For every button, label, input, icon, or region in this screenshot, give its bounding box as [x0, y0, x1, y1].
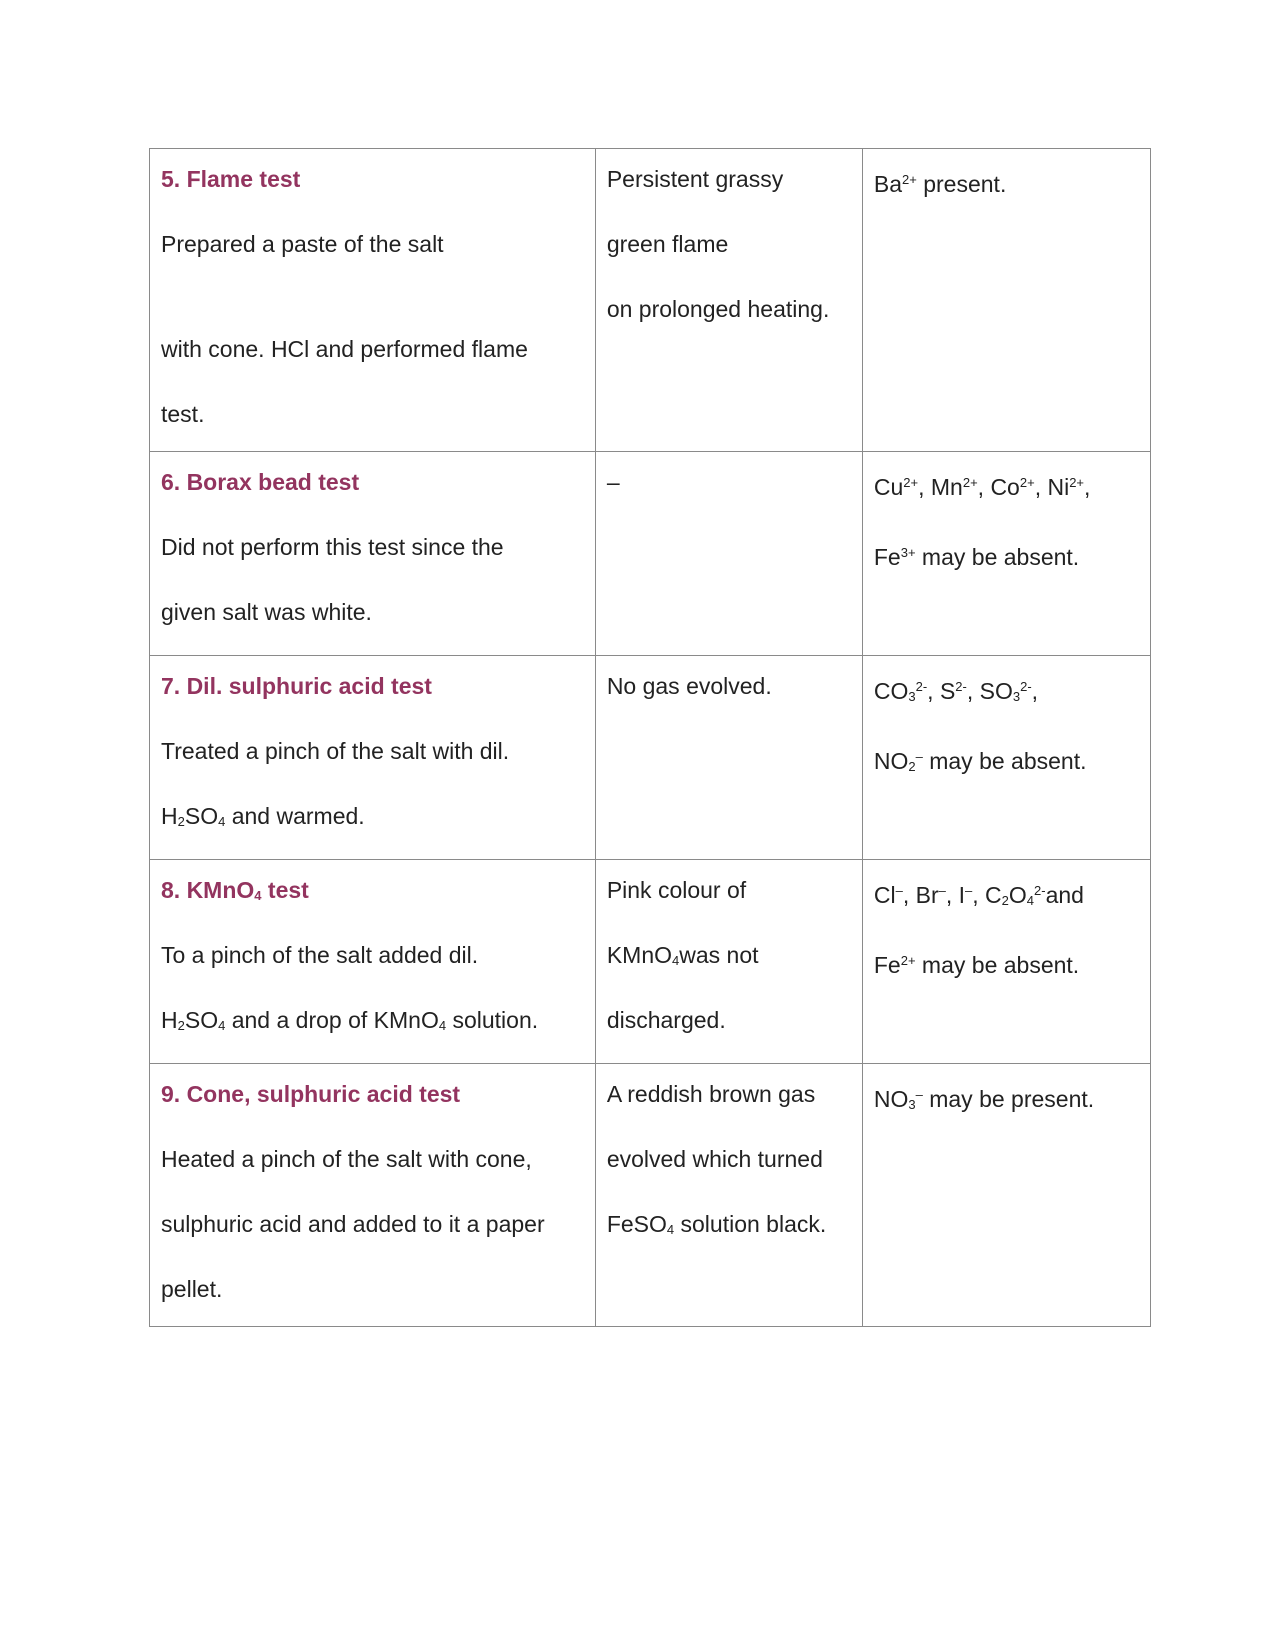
text-segment: pellet.	[161, 1276, 223, 1302]
text-segment: NO	[873, 748, 909, 774]
subscript: 3	[908, 689, 916, 704]
text-segment: Prepared a paste of the salt	[161, 231, 444, 257]
superscript: 2-	[1020, 679, 1032, 694]
observation-line	[607, 281, 852, 346]
text-segment: on prolonged heating.	[606, 296, 830, 322]
text-segment: No gas evolved.	[606, 673, 772, 699]
table-row	[150, 1064, 1151, 1327]
inference-line	[874, 524, 1140, 594]
procedure-line	[161, 1131, 585, 1196]
subscript: 4	[1026, 893, 1035, 908]
text-segment: , Co	[977, 474, 1020, 500]
procedure-cell	[150, 1064, 596, 1327]
superscript: 2+	[900, 953, 916, 968]
table-row	[150, 860, 1151, 1064]
procedure-line	[161, 992, 585, 1057]
results-table-body	[150, 149, 1151, 1327]
text-segment: may be present.	[922, 1086, 1095, 1112]
text-segment: Did not perform this test since the	[161, 534, 504, 560]
inference-cell	[862, 452, 1150, 656]
procedure-line	[161, 723, 585, 788]
superscript: –	[915, 1087, 923, 1102]
text-segment: H	[161, 1007, 178, 1033]
text-segment: , Mn	[918, 474, 963, 500]
text-segment: test.	[161, 401, 205, 427]
text-segment: Heated a pinch of the salt with cone,	[161, 1146, 532, 1172]
text-segment: present.	[916, 171, 1007, 197]
text-segment: ,	[1031, 678, 1039, 704]
superscript: –	[938, 883, 946, 898]
observation-line	[607, 151, 852, 216]
inference-line	[874, 728, 1140, 798]
text-segment: Fe	[873, 544, 901, 570]
table-row	[150, 656, 1151, 860]
text-segment: solution black.	[674, 1211, 827, 1237]
text-segment: discharged.	[606, 1007, 726, 1033]
text-segment: may be absent.	[915, 544, 1080, 570]
text-segment: Persistent grassy	[606, 166, 784, 192]
text-segment: Pink colour of	[606, 877, 747, 903]
text-segment: given salt was white.	[161, 599, 372, 625]
text-segment: sulphuric acid and added to it a paper	[161, 1211, 545, 1237]
text-segment: 5. Flame test	[161, 166, 301, 192]
results-table	[149, 148, 1151, 1327]
text-segment: H	[161, 803, 178, 829]
observation-line	[607, 1131, 852, 1196]
text-segment: , Ni	[1034, 474, 1070, 500]
text-segment: 7. Dil. sulphuric acid test	[161, 673, 432, 699]
test-title	[161, 454, 585, 519]
observation-cell	[595, 656, 862, 860]
text-segment: SO	[184, 1007, 219, 1033]
spacer	[161, 281, 585, 321]
text-segment: with cone. HCl and performed flame	[161, 336, 528, 362]
superscript: 2+	[1019, 475, 1035, 490]
subscript: 2	[177, 1018, 185, 1033]
observation-line	[607, 1066, 852, 1131]
procedure-cell	[150, 452, 596, 656]
superscript: 2-	[1034, 883, 1046, 898]
superscript: 2-	[955, 679, 967, 694]
text-segment: Cl	[873, 882, 896, 908]
superscript: 3+	[900, 545, 916, 560]
superscript: 2+	[902, 172, 917, 187]
procedure-cell	[150, 149, 596, 452]
text-segment: , I	[945, 882, 966, 908]
inference-line	[874, 1066, 1140, 1136]
procedure-line	[161, 1261, 585, 1326]
text-segment: solution.	[446, 1007, 539, 1033]
observation-cell	[595, 860, 862, 1064]
subscript: 4	[672, 953, 680, 968]
inference-line	[874, 454, 1140, 524]
text-segment: , S	[927, 678, 956, 704]
text-segment: ,	[1084, 474, 1091, 500]
observation-line	[607, 992, 852, 1057]
subscript: 4	[438, 1018, 447, 1033]
subscript: 3	[908, 1097, 916, 1112]
text-segment: and warmed.	[225, 803, 365, 829]
observation-cell	[595, 1064, 862, 1327]
inference-line	[874, 658, 1140, 728]
subscript: 3	[1012, 689, 1021, 704]
procedure-cell	[150, 656, 596, 860]
text-segment: O	[1008, 882, 1027, 908]
inference-line	[874, 151, 1140, 221]
text-segment: SO	[184, 803, 219, 829]
subscript: 2	[177, 814, 185, 829]
inference-line	[874, 862, 1140, 932]
text-segment: may be absent.	[915, 952, 1080, 978]
inference-cell	[862, 1064, 1150, 1327]
test-title	[161, 862, 585, 927]
observation-line	[607, 216, 852, 281]
superscript: 2+	[962, 475, 978, 490]
superscript: –	[895, 883, 903, 898]
superscript: 2+	[903, 475, 919, 490]
text-segment: green flame	[606, 231, 729, 257]
observation-line	[607, 1196, 852, 1261]
inference-line	[874, 932, 1140, 1002]
procedure-line	[161, 216, 585, 281]
text-segment: A reddish brown gas	[606, 1081, 816, 1107]
table-row	[150, 452, 1151, 656]
procedure-line	[161, 927, 585, 992]
procedure-line	[161, 1196, 585, 1261]
text-segment: 9. Cone, sulphuric acid test	[161, 1081, 461, 1107]
text-segment: , SO	[966, 678, 1013, 704]
procedure-line	[161, 321, 585, 386]
text-segment: evolved which turned	[606, 1146, 823, 1172]
subscript: 2	[908, 759, 916, 774]
subscript: 2	[1001, 893, 1009, 908]
text-segment: FeSO	[606, 1211, 667, 1237]
inference-cell	[862, 149, 1150, 452]
test-title	[161, 1066, 585, 1131]
text-segment: Treated a pinch of the salt with dil.	[161, 738, 510, 764]
text-segment: and	[1045, 882, 1084, 908]
procedure-line	[161, 788, 585, 853]
text-segment: , C	[972, 882, 1002, 908]
text-segment: Fe	[873, 952, 901, 978]
subscript: 4	[218, 814, 226, 829]
subscript: 4	[666, 1222, 675, 1237]
observation-cell	[595, 149, 862, 452]
superscript: –	[965, 883, 973, 898]
text-segment: KMnO	[606, 942, 672, 968]
text-segment: test	[261, 877, 309, 903]
text-segment: Cu	[873, 474, 904, 500]
text-segment: 8. KMnO	[161, 877, 255, 903]
observation-line	[607, 454, 852, 519]
procedure-line	[161, 519, 585, 584]
superscript: –	[915, 749, 923, 764]
text-segment: CO	[873, 678, 909, 704]
procedure-cell	[150, 860, 596, 1064]
procedure-line	[161, 386, 585, 451]
superscript: 2-	[915, 679, 928, 694]
subscript: 4	[254, 888, 262, 903]
inference-cell	[862, 860, 1150, 1064]
text-segment: , Br	[902, 882, 939, 908]
text-segment: may be absent.	[922, 748, 1087, 774]
test-title	[161, 151, 585, 216]
observation-line	[607, 927, 852, 992]
subscript: 4	[218, 1018, 226, 1033]
table-row	[150, 149, 1151, 452]
procedure-line	[161, 584, 585, 649]
inference-cell	[862, 656, 1150, 860]
superscript: 2+	[1069, 475, 1085, 490]
text-segment: –	[606, 469, 620, 495]
observation-cell	[595, 452, 862, 656]
text-segment: NO	[873, 1086, 909, 1112]
observation-line	[607, 658, 852, 723]
observation-line	[607, 862, 852, 927]
text-segment: To a pinch of the salt added dil.	[161, 942, 479, 968]
text-segment: 6. Borax bead test	[161, 469, 360, 495]
text-segment: Ba	[873, 171, 903, 197]
text-segment: and a drop of KMnO	[225, 1007, 439, 1033]
text-segment: was not	[679, 942, 759, 968]
test-title	[161, 658, 585, 723]
